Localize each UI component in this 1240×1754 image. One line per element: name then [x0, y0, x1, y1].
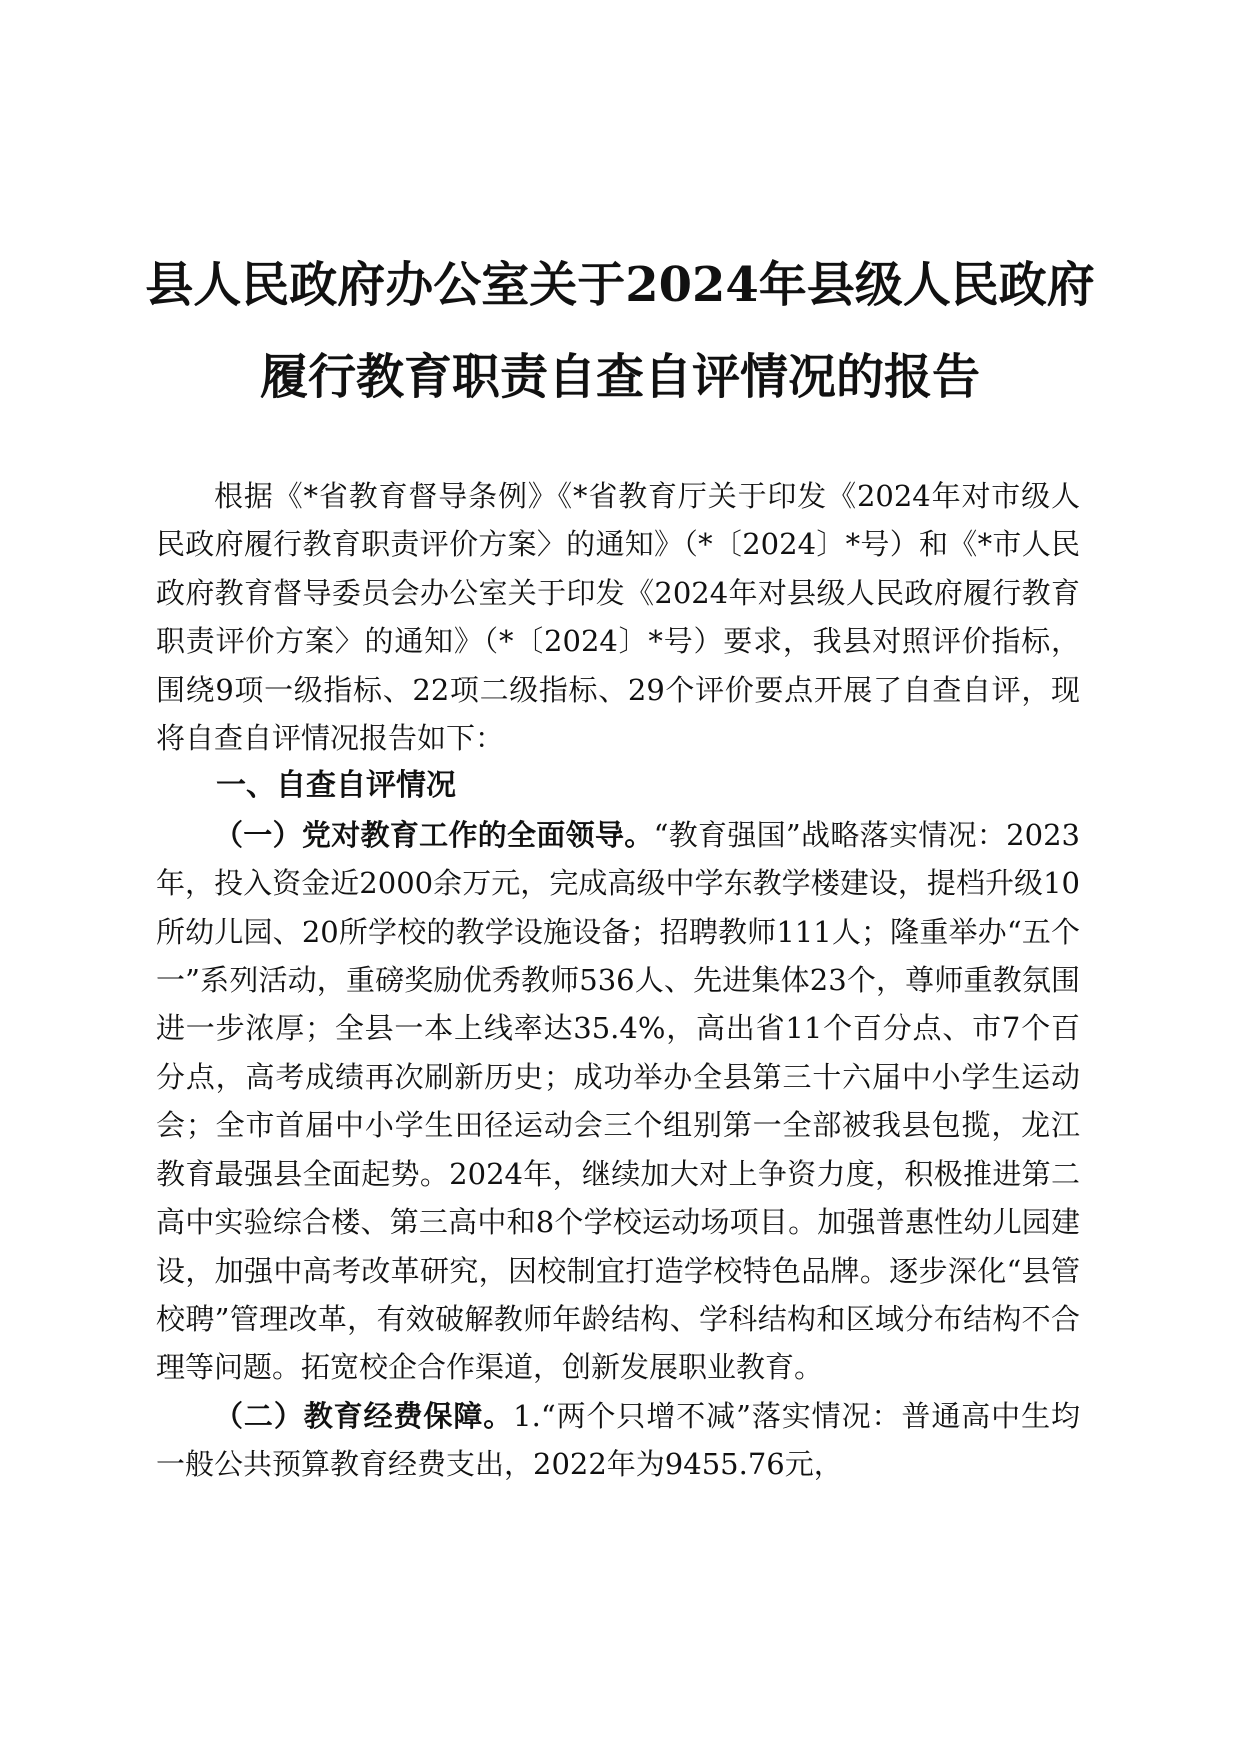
document-title-line-2: 履行教育职责自查自评情况的报告 — [259, 349, 980, 405]
subsection-text: “教育强国”战略落实情况：2023年，投入资金近2000余万元，完成高级中学东教学楼建设，提档升级10所幼儿园、20所学校的教学设施设备；招聘教师111人；隆重举办“五个一”系列活动，重磅奖励优秀教师536人、先进集体23个，尊师重教氛围进一步浓厚；全县一本上线率达35.4%，高出省11个百分点、市7个百分点，高考成绩再次刷新历史；成功举办全县第三十六届中小学生运动会；全市首届中小学生田径运动会三个组别第一全部被我县包揽，龙江教育最强县全面起势。2024年，继续加大对上争资力度，积极推进第二高中实验综合楼、第三高中和8个学校运动场项目。加强普惠性幼儿园建设，加强中高考改革研究，因校制宜打造学校特色品牌。逐步深化“县管校聘”管理改革，有效破解教师年龄结构、学科结构和区域分布结构不合理等问题。拓宽校企合作渠道，创新发展职业教育。 — [156, 817, 1080, 1385]
subsection-heading: （二）教育经费保障。 — [214, 1398, 514, 1433]
intro-paragraph: 根据《*省教育督导条例》《*省教育厅关于印发《2024年对市级人民政府履行教育职责评价方案〉的通知》（*〔2024〕*号）和《*市人民政府教育督导委员会办公室关于印发《2024年对县级人民政府履行教育职责评价方案〉的通知》（*〔2024〕*号）要求，我县对照评价指标，围绕9项一级指标、22项二级指标、29个评价要点开展了自查自评，现将自查自评情况报告如下： — [156, 479, 1080, 756]
subsection-education-funding — [156, 1392, 1080, 1489]
document-body — [156, 472, 1080, 1489]
subsection-heading: （一）党对教育工作的全面领导。 — [214, 817, 654, 852]
subsection-text: 1.“两个只增不减”落实情况：普通高中生均一般公共预算教育经费支出，2022年为9455.76元， — [156, 1398, 1080, 1482]
section-heading-self-assessment: 一、自查自评情况 — [216, 768, 456, 804]
document-title-line-1: 县人民政府办公室关于2024年县级人民政府 — [145, 257, 1095, 313]
subsection-party-leadership — [156, 811, 1080, 1392]
